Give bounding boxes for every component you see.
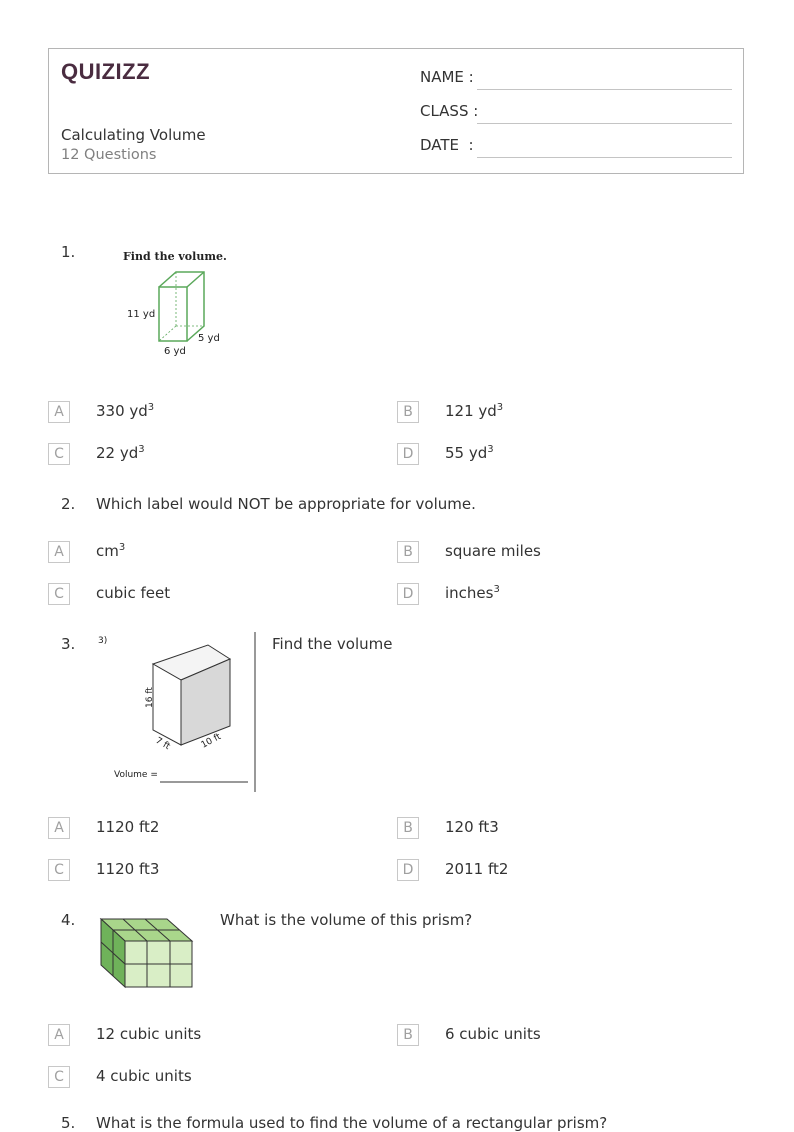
question-4-figure (99, 916, 197, 994)
date-field (420, 136, 474, 154)
depth-label: 10 ft (199, 732, 223, 751)
option-text: 4 cubic units (96, 1067, 192, 1085)
option-letter: C (48, 583, 70, 605)
rectangular-prism-figure (118, 246, 228, 360)
option-text: 121 $yd^3$ (445, 402, 504, 420)
question-number: 2. (61, 495, 76, 513)
box-prism-figure (96, 630, 258, 794)
option-letter: A (48, 1024, 70, 1046)
question-count: 12 Questions (61, 147, 157, 163)
option-letter: D (397, 859, 419, 881)
name-line[interactable] (477, 89, 732, 90)
cube-prism-figure (99, 916, 197, 990)
option-letter: D (397, 443, 419, 465)
question-number: 1. (61, 243, 76, 261)
height-label: 16 ft (145, 687, 155, 708)
figure-heading: Find the volume. (123, 250, 227, 263)
option-letter: B (397, 1024, 419, 1046)
question-number: 3. (61, 635, 76, 653)
option-text: square miles (445, 542, 541, 560)
option-text: cubic feet (96, 584, 171, 602)
option-letter: B (397, 401, 419, 423)
svg-text:QUIZIZZ: QUIZIZZ (61, 59, 151, 84)
name-field (420, 68, 474, 86)
option-text: 12 cubic units (96, 1025, 202, 1043)
option-text: 22 $yd^3$ (96, 444, 145, 462)
option-text: $cm^3$ (96, 542, 126, 560)
name-label: NAME : (420, 68, 474, 86)
volume-label: Volume = (114, 770, 158, 780)
worksheet-title: Calculating Volume (61, 126, 206, 144)
option-text: inches$^3$ (445, 584, 500, 602)
class-label: CLASS : (420, 102, 479, 120)
question-number: 5. (61, 1114, 76, 1132)
option-letter: B (397, 817, 419, 839)
quizizz-logo (61, 59, 153, 89)
question-text: What is the formula used to find the volume of a rectangular prism? (96, 1114, 608, 1132)
option-letter: C (48, 443, 70, 465)
quizizz-logo-mark (61, 59, 153, 85)
question-text: What is the volume of this prism? (220, 911, 473, 929)
option-letter: A (48, 817, 70, 839)
option-text: 330 $yd^3$ (96, 402, 155, 420)
option-text: 1120 ft3 (96, 860, 160, 878)
question-number: 4. (61, 911, 76, 929)
option-text: 120 ft3 (445, 818, 499, 836)
question-3-figure (96, 630, 258, 798)
option-letter: C (48, 859, 70, 881)
depth-label: 5 yd (198, 333, 220, 344)
option-letter: B (397, 541, 419, 563)
option-letter: A (48, 541, 70, 563)
date-line[interactable] (477, 157, 732, 158)
option-letter: C (48, 1066, 70, 1088)
option-letter: D (397, 583, 419, 605)
question-1-figure (118, 246, 228, 364)
option-letter: A (48, 401, 70, 423)
class-line[interactable] (477, 123, 732, 124)
figure-marker: 3) (98, 636, 108, 646)
question-text: Which label would NOT be appropriate for volume. (96, 495, 476, 513)
width-label: 7 ft (153, 735, 172, 753)
option-text: 1120 ft2 (96, 818, 160, 836)
width-label: 6 yd (164, 346, 186, 357)
class-field (420, 102, 478, 120)
date-label: DATE : (420, 136, 474, 154)
option-text: 55 $yd^3$ (445, 444, 494, 462)
worksheet-header (48, 48, 744, 174)
option-text: 2011 ft2 (445, 860, 509, 878)
height-label: 11 yd (127, 309, 156, 320)
option-text: 6 cubic units (445, 1025, 541, 1043)
question-text: Find the volume (272, 635, 393, 653)
